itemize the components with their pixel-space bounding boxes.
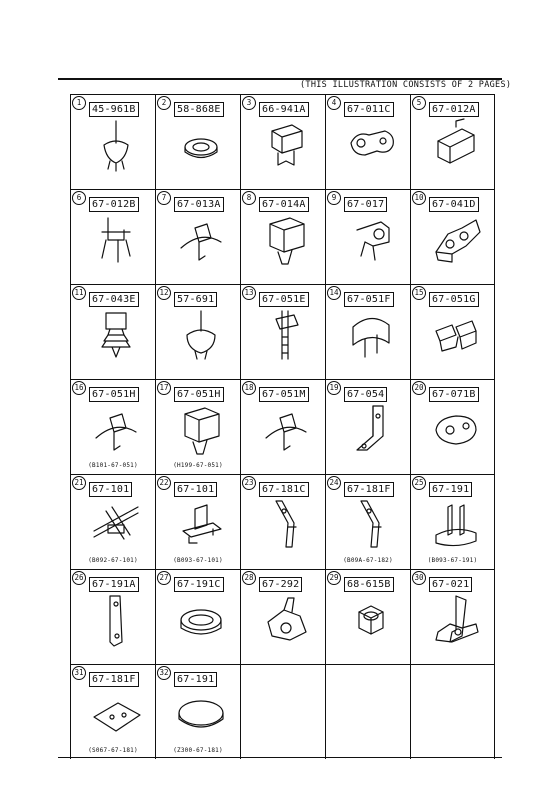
callout-number: 32 (157, 666, 171, 680)
callout-number: 9 (327, 191, 341, 205)
part-cell-31 (70, 664, 155, 759)
part-cell-28 (240, 569, 325, 664)
box-clip-icon (173, 402, 229, 460)
part-number: 57-691 (174, 292, 217, 307)
part-cell-14 (325, 284, 410, 379)
band-clip-icon (258, 402, 314, 460)
callout-number: 21 (72, 476, 86, 490)
part-number: 67-011C (344, 102, 394, 117)
part-number: 67-012B (89, 197, 139, 212)
round-push-clip-icon (173, 307, 229, 365)
part-cell-29 (325, 569, 410, 664)
callout-number: 29 (327, 571, 341, 585)
callout-number: 8 (242, 191, 256, 205)
reference-number: (H199-67-051) (173, 462, 223, 469)
callout-number: 17 (157, 381, 171, 395)
callout-number: 7 (157, 191, 171, 205)
callout-number: 24 (327, 476, 341, 490)
band-clip-icon (88, 402, 144, 460)
empty-cell (240, 664, 325, 759)
part-number: 67-054 (344, 387, 387, 402)
part-number: 67-014A (259, 197, 309, 212)
part-number: 67-013A (174, 197, 224, 212)
reference-number: (Z300-67-181) (173, 747, 223, 754)
reference-number: (B092-67-101) (88, 557, 138, 564)
part-cell-2 (155, 94, 240, 189)
part-number: 67-021 (429, 577, 472, 592)
reference-number: (S067-67-181) (88, 747, 138, 754)
part-cell-10 (410, 189, 495, 284)
saddle-clip-icon (343, 307, 399, 365)
part-cell-21 (70, 474, 155, 569)
part-cell-6 (70, 189, 155, 284)
callout-number: 2 (157, 96, 171, 110)
reference-number: (B09A-67-182) (343, 557, 393, 564)
l-bracket-icon (343, 402, 399, 460)
pad-icon (88, 687, 144, 745)
callout-number: 26 (72, 571, 86, 585)
part-number: 67-012A (429, 102, 479, 117)
part-number: 67-181F (344, 482, 394, 497)
wire-holder-icon (343, 212, 399, 270)
part-cell-25 (410, 474, 495, 569)
parts-grid (70, 94, 495, 757)
split-clip-icon (258, 592, 314, 650)
box-clip-icon (258, 212, 314, 270)
part-number: 67-051E (259, 292, 309, 307)
callout-number: 5 (412, 96, 426, 110)
part-cell-4 (325, 94, 410, 189)
part-cell-26 (70, 569, 155, 664)
part-cell-8 (240, 189, 325, 284)
part-cell-13 (240, 284, 325, 379)
part-cell-23 (240, 474, 325, 569)
part-cell-3 (240, 94, 325, 189)
callout-number: 22 (157, 476, 171, 490)
callout-number: 28 (242, 571, 256, 585)
part-cell-1 (70, 94, 155, 189)
callout-number: 19 (327, 381, 341, 395)
empty-cell (325, 664, 410, 759)
part-cell-11 (70, 284, 155, 379)
part-number: 67-191 (429, 482, 472, 497)
reference-number: (B093-67-101) (173, 557, 223, 564)
part-cell-17 (155, 379, 240, 474)
callout-number: 16 (72, 381, 86, 395)
plug-grommet-icon (428, 497, 484, 555)
fir-tree-clip-icon (88, 307, 144, 365)
callout-number: 4 (327, 96, 341, 110)
part-number: 67-041D (429, 197, 479, 212)
harness-clip-icon (88, 212, 144, 270)
hex-nut-icon (343, 592, 399, 650)
part-number: 67-051M (259, 387, 309, 402)
part-number: 67-071B (429, 387, 479, 402)
part-cell-9 (325, 189, 410, 284)
part-cell-27 (155, 569, 240, 664)
band-clip-icon (173, 212, 229, 270)
flat-strap-icon (88, 592, 144, 650)
callout-number: 31 (72, 666, 86, 680)
square-clip-icon (258, 117, 314, 175)
part-cell-32 (155, 664, 240, 759)
cross-clip-icon (88, 497, 144, 555)
callout-number: 1 (72, 96, 86, 110)
part-number: 67-101 (89, 482, 132, 497)
callout-number: 23 (242, 476, 256, 490)
oval-plug-icon (173, 687, 229, 745)
part-number: 67-051G (429, 292, 479, 307)
grommet-icon (173, 117, 229, 175)
twin-clip-icon (428, 307, 484, 365)
callout-number: 11 (72, 286, 86, 300)
reference-number: (B093-67-191) (427, 557, 478, 564)
callout-number: 20 (412, 381, 426, 395)
part-cell-7 (155, 189, 240, 284)
callout-number: 18 (242, 381, 256, 395)
callout-number: 25 (412, 476, 426, 490)
callout-number: 27 (157, 571, 171, 585)
base-clip-icon (173, 497, 229, 555)
part-cell-22 (155, 474, 240, 569)
part-number: 67-181C (259, 482, 309, 497)
part-number: 67-292 (259, 577, 302, 592)
part-cell-24 (325, 474, 410, 569)
part-number: 67-191C (174, 577, 224, 592)
push-rivet-clip-icon (88, 117, 144, 175)
part-number: 66-941A (259, 102, 309, 117)
cable-tie-icon (258, 307, 314, 365)
multi-clip-icon (428, 212, 484, 270)
part-number: 67-191A (89, 577, 139, 592)
part-cell-18 (240, 379, 325, 474)
part-cell-20 (410, 379, 495, 474)
callout-number: 30 (412, 571, 426, 585)
page-caption: (THIS ILLUSTRATION CONSISTS OF 2 PAGES) (300, 80, 512, 90)
strip-clip-icon (343, 497, 399, 555)
part-number: 67-191 (174, 672, 217, 687)
strip-clip-icon (258, 497, 314, 555)
part-number: 67-051H (174, 387, 224, 402)
harness-bracket-icon (343, 117, 399, 175)
callout-number: 3 (242, 96, 256, 110)
part-number: 68-615B (344, 577, 394, 592)
callout-number: 13 (242, 286, 256, 300)
part-number: 67-051H (89, 387, 139, 402)
angle-bracket-icon (428, 592, 484, 650)
callout-number: 6 (72, 191, 86, 205)
part-number: 58-868E (174, 102, 224, 117)
callout-number: 14 (327, 286, 341, 300)
plate-clip-icon (428, 402, 484, 460)
callout-number: 15 (412, 286, 426, 300)
bottom-rule (58, 757, 502, 758)
reference-number: (B101-67-051) (88, 462, 138, 469)
part-number: 67-017 (344, 197, 387, 212)
part-cell-15 (410, 284, 495, 379)
part-number: 67-043E (89, 292, 139, 307)
callout-number: 12 (157, 286, 171, 300)
empty-cell (410, 664, 495, 759)
part-number: 67-181F (89, 672, 139, 687)
oval-grommet-icon (173, 592, 229, 650)
part-cell-12 (155, 284, 240, 379)
part-number: 67-101 (174, 482, 217, 497)
part-cell-5 (410, 94, 495, 189)
part-cell-16 (70, 379, 155, 474)
tab-clip-icon (428, 117, 484, 175)
part-cell-30 (410, 569, 495, 664)
part-number: 67-051F (344, 292, 394, 307)
part-cell-19 (325, 379, 410, 474)
callout-number: 10 (412, 191, 426, 205)
part-number: 45-961B (89, 102, 139, 117)
